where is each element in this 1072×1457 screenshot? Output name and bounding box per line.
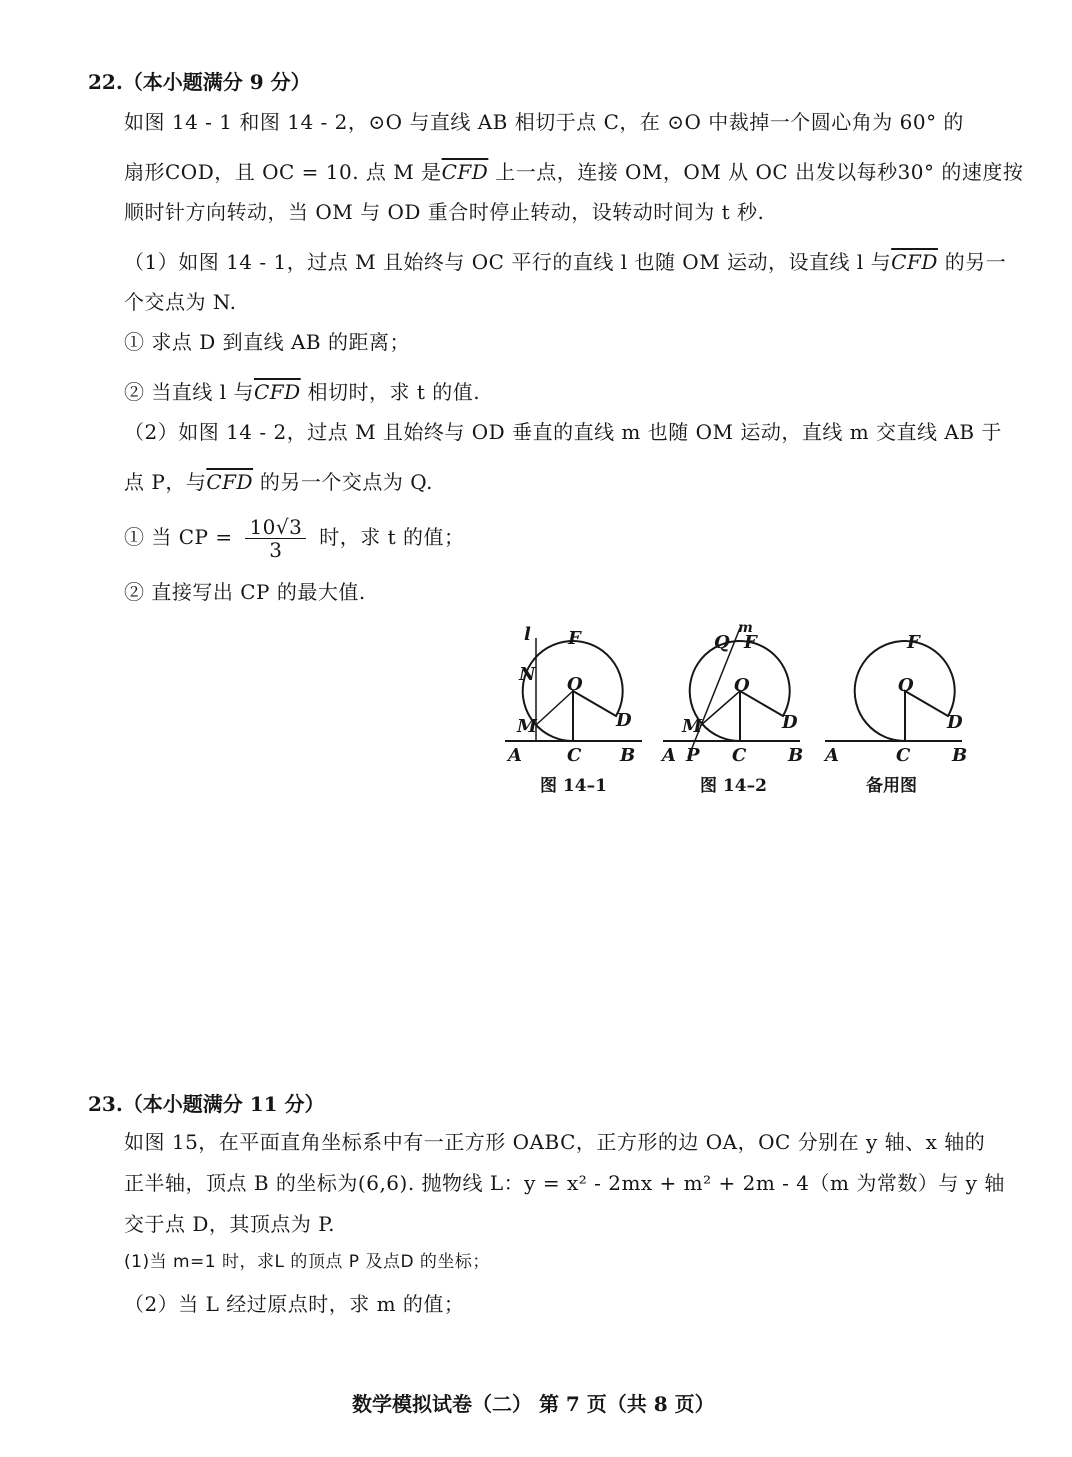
label-d: D [947, 712, 963, 733]
q22-part2-i-b: 时，求 t 的值； [319, 525, 465, 549]
q22-part1-ii-b: 相切时，求 t 的值. [300, 380, 481, 404]
q23-part1: (1)当 m=1 时，求L 的顶点 P 及点D 的坐标； [124, 1252, 490, 1272]
q22-line2-a: 扇形COD，且 OC = 10. 点 M 是 [124, 160, 442, 184]
label-m-line: m [738, 620, 753, 636]
label-o: O [734, 675, 750, 696]
label-a: A [662, 745, 676, 766]
q22-part1-a: （1）如图 14 - 1，过点 M 且始终与 OC 平行的直线 l 也随 OM 运动，设直线 l 与 [124, 250, 892, 274]
q23-part2: （2）当 L 经过原点时，求 m 的值； [124, 1292, 465, 1316]
q22-part2-line1: （2）如图 14 - 2，过点 M 且始终与 OD 垂直的直线 m 也随 OM 运动，直线 m 交直线 AB 于 [124, 420, 1002, 444]
q22-part2-b: 的另一个交点为 Q. [253, 470, 434, 494]
q22-part1-line1 [124, 248, 1006, 276]
label-o: O [898, 675, 914, 696]
arc-cfd: $\overline{CFD}$ [441, 160, 489, 184]
label-f: F [744, 632, 757, 653]
q23-line2: 正半轴，顶点 B 的坐标为(6,6). 抛物线 L：y = x² - 2mx + m² + 2m - 4（m 为常数）与 y 轴 [124, 1171, 1005, 1195]
q22-part2-i-a: ① 当 CP = [124, 525, 233, 549]
q22-line1: 如图 14 - 1 和图 14 - 2，⊙O 与直线 AB 相切于点 C，在 ⊙O 中裁掉一个圆心角为 60° 的 [124, 110, 964, 134]
q22-part2-i [124, 515, 465, 561]
figure-14-2 [658, 618, 808, 803]
label-b: B [788, 745, 804, 766]
segment-om [700, 691, 740, 726]
arc-cfd: $\overline{CFD}$ [891, 250, 938, 274]
label-f: F [907, 632, 920, 653]
q23-line3: 交于点 D，其顶点为 P. [124, 1212, 336, 1236]
label-d: D [616, 710, 632, 731]
arc-cfd: $\overline{CFD}$ [206, 470, 254, 494]
figure-caption: 图 14–1 [540, 776, 607, 796]
label-m: M [682, 716, 702, 737]
label-q: Q [714, 632, 730, 653]
label-c: C [567, 745, 582, 766]
label-a: A [508, 745, 522, 766]
q22-part1-ii-a: ② 当直线 l 与 [124, 380, 254, 404]
label-c: C [896, 745, 911, 766]
label-l: l [524, 624, 531, 645]
q22-heading: 22.（本小题满分 9 分） [88, 70, 311, 94]
q22-line2-b: 上一点，连接 OM，OM 从 OC 出发以每秒30° 的速度按 [488, 160, 1024, 184]
label-b: B [952, 745, 968, 766]
page-footer: 数学模拟试卷（二） 第 7 页（共 8 页） [352, 1392, 715, 1416]
segment-om [536, 691, 573, 725]
figure-14-1 [500, 618, 650, 803]
label-a: A [825, 745, 839, 766]
q22-part2-ii: ② 直接写出 CP 的最大值. [124, 580, 366, 604]
q22-line2 [124, 158, 1023, 186]
label-n: N [519, 664, 536, 685]
label-b: B [620, 745, 636, 766]
label-d: D [782, 712, 798, 733]
arc-cfd: $\overline{CFD}$ [253, 380, 301, 404]
label-f: F [568, 628, 581, 649]
q22-part1-line2: 个交点为 N. [124, 290, 237, 314]
fraction-denominator: 3 [269, 538, 283, 562]
q22-part2-line2 [124, 468, 433, 496]
figure-caption: 图 14–2 [700, 776, 767, 796]
fraction-numerator: 10√3 [245, 516, 306, 539]
label-p: P [686, 745, 700, 766]
label-o: O [567, 674, 583, 695]
fraction [245, 516, 306, 561]
label-c: C [732, 745, 747, 766]
q23-line1: 如图 15，在平面直角坐标系中有一正方形 OABC，正方形的边 OA，OC 分别在 y 轴、x 轴的 [124, 1130, 986, 1154]
figure-spare [820, 618, 970, 803]
q22-part1-i: ① 求点 D 到直线 AB 的距离； [124, 330, 410, 354]
q23-heading: 23.（本小题满分 11 分） [88, 1092, 325, 1116]
figure-caption: 备用图 [866, 776, 917, 796]
q22-line3: 顺时针方向转动，当 OM 与 OD 重合时停止转动，设转动时间为 t 秒. [124, 200, 765, 224]
label-m: M [517, 716, 537, 737]
q22-part1-b: 的另一 [937, 250, 1007, 274]
q22-part1-ii [124, 378, 480, 406]
q22-part2-a: 点 P，与 [124, 470, 207, 494]
